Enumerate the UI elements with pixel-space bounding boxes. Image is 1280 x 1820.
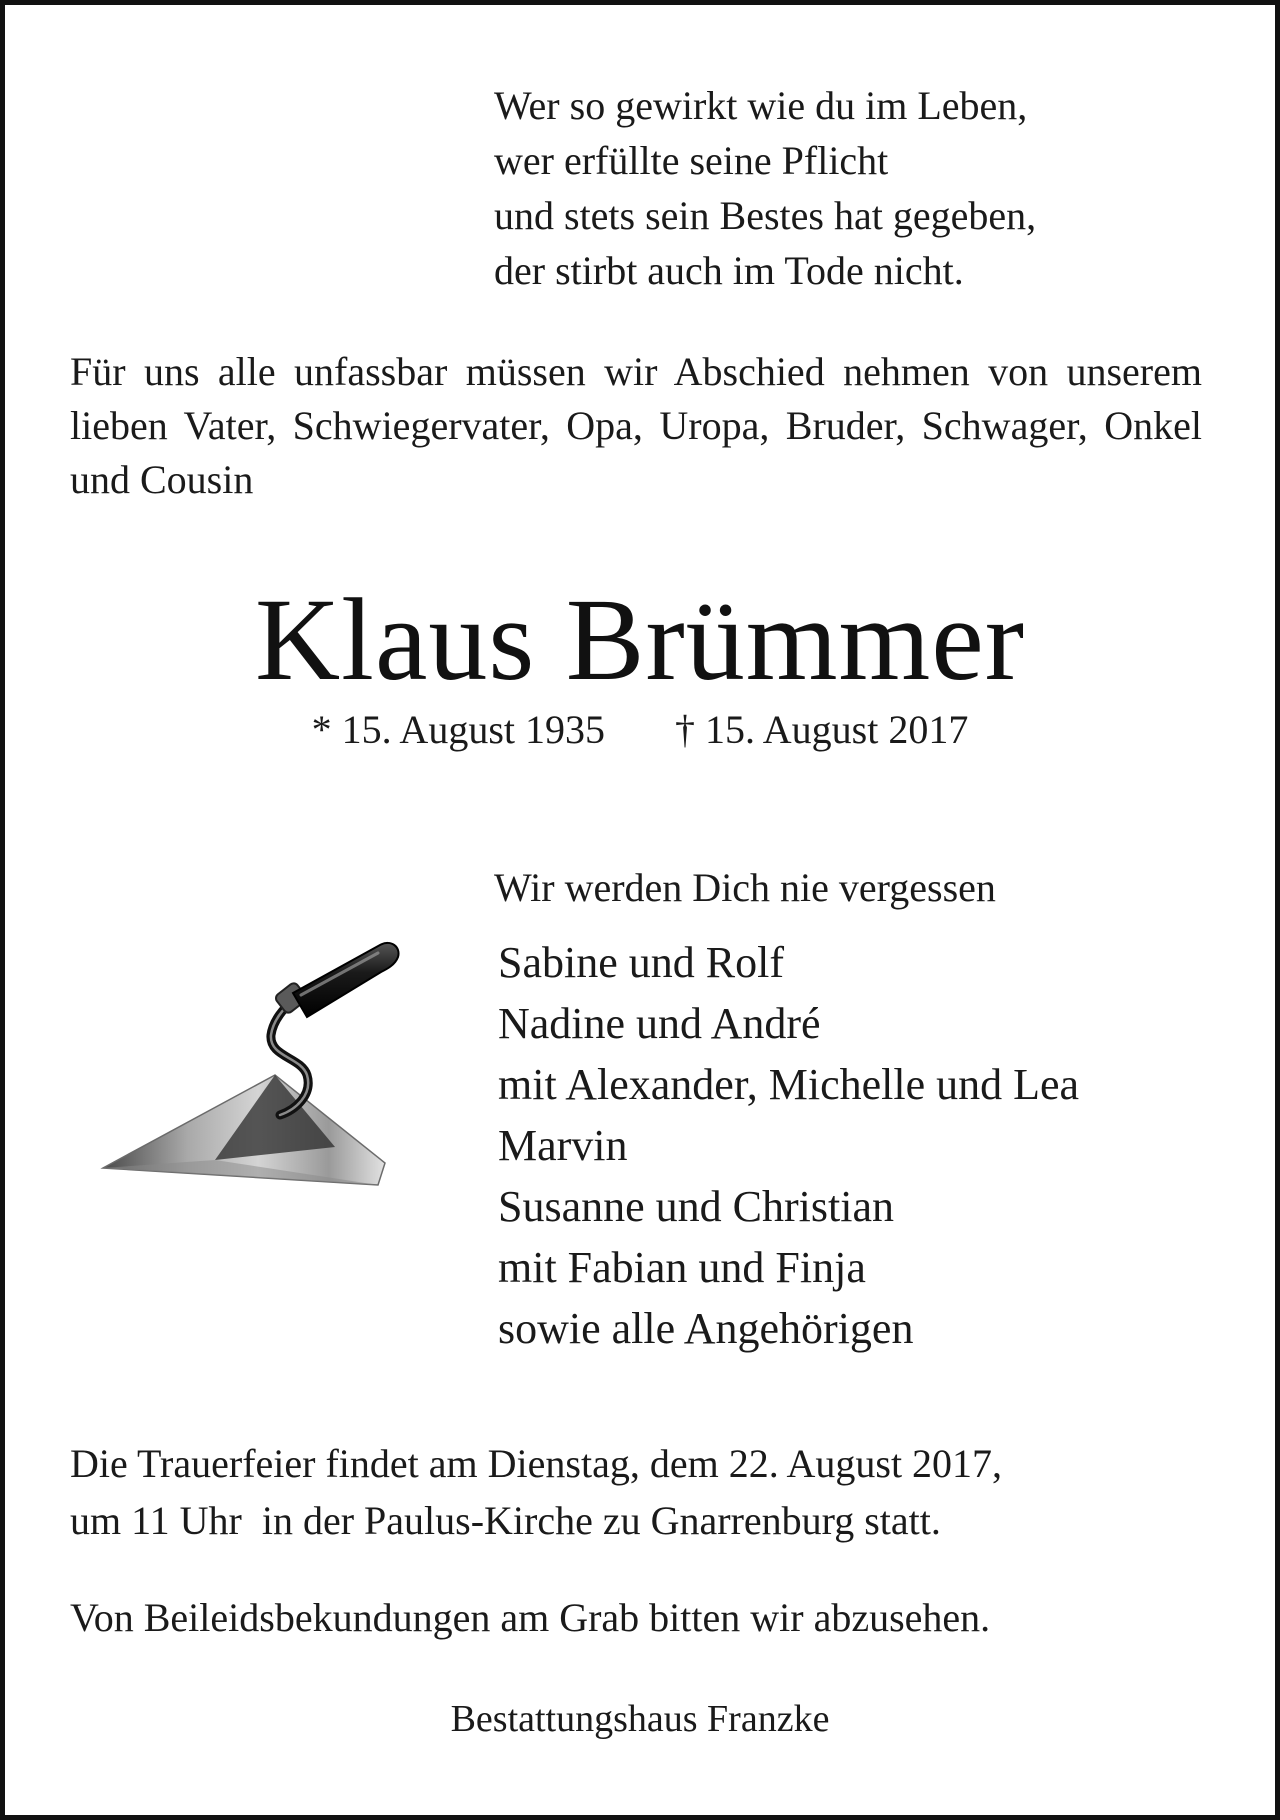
poem-line: Wer so gewirkt wie du im Leben, xyxy=(494,83,1028,128)
deceased-name: Klaus Brümmer xyxy=(254,574,1026,705)
condolence-note: Von Beileidsbekundungen am Grab bitten wir abzusehen. xyxy=(70,1595,991,1640)
life-dates xyxy=(0,705,1280,755)
trowel-icon xyxy=(95,935,425,1195)
list-item: sowie alle Angehörigen xyxy=(498,1304,914,1353)
poem xyxy=(494,78,1036,298)
undertaker-name: Bestattungshaus Franzke xyxy=(450,1698,830,1740)
list-item: mit Alexander, Michelle und Lea xyxy=(498,1060,1080,1109)
list-item: Marvin xyxy=(498,1121,628,1170)
poem-line: der stirbt auch im Tode nicht. xyxy=(494,248,964,293)
list-item: mit Fabian und Finja xyxy=(498,1243,866,1292)
ceremony-info xyxy=(70,1435,1002,1549)
mourners-list xyxy=(498,932,1079,1359)
list-item: Nadine und André xyxy=(498,999,821,1048)
ceremony-line: Die Trauerfeier findet am Dienstag, dem 22. August 2017, xyxy=(70,1441,1003,1486)
death-date: † 15. August 2017 xyxy=(675,707,969,752)
ceremony-line: um 11 Uhr in der Paulus-Kirche zu Gnarrenburg statt. xyxy=(70,1498,941,1543)
birth-date: * 15. August 1935 xyxy=(311,707,605,752)
poem-line: wer erfüllte seine Pflicht xyxy=(494,138,889,183)
family-heading: Wir werden Dich nie vergessen xyxy=(494,865,996,910)
poem-line: und stets sein Bestes hat gegeben, xyxy=(494,193,1037,238)
list-item: Susanne und Christian xyxy=(498,1182,894,1231)
list-item: Sabine und Rolf xyxy=(498,938,784,987)
intro-text: Für uns alle unfassbar müssen wir Abschied nehmen von unserem lieben Vater, Schwiegervater, Opa, Uropa, Bruder, Schwager, Onkel und Cousin xyxy=(70,349,1202,502)
